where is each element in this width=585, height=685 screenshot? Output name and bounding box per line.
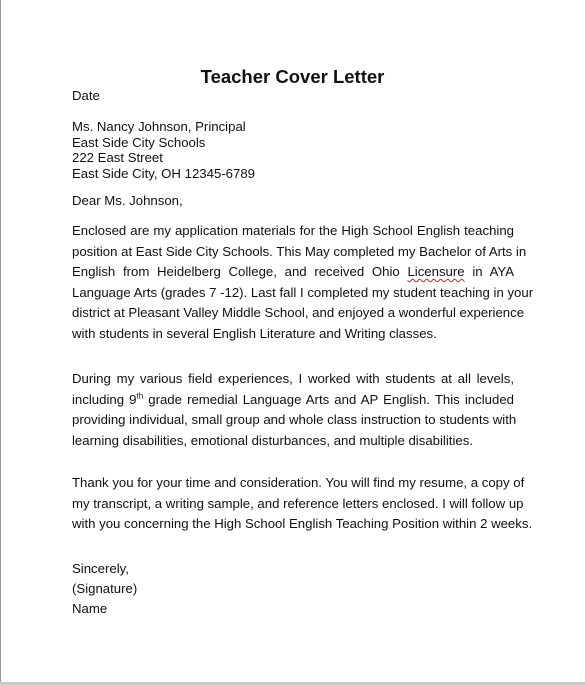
ordinal-suffix: th [136, 391, 144, 401]
body-paragraph-1 [72, 221, 534, 345]
paragraph-text: including 9 [72, 391, 137, 407]
paragraph-text: in AYA [464, 264, 514, 280]
paragraph-text: English from Heidelberg College, and received Ohio [72, 264, 408, 280]
paragraph-line: providing individual, small group and whole class instruction to students with [72, 412, 517, 428]
paragraph-line: district at Pleasant Valley Middle School, and enjoyed a wonderful experience [72, 305, 525, 321]
body-paragraph-2 [72, 369, 517, 451]
paragraph-line: Enclosed are my application materials for the High School English teaching [72, 223, 514, 238]
paragraph-line: Thank you for your time and consideration. You will find my resume, a copy of [72, 475, 525, 490]
paragraph-line: with you concerning the High School English Teaching Position within 2 weeks. [72, 516, 533, 532]
paragraph-line: During my various field experiences, I worked with students at all levels, [72, 371, 514, 386]
paragraph-line [72, 262, 514, 283]
page-left-border [0, 0, 1, 685]
salutation: Dear Ms. Johnson, [72, 193, 183, 208]
paragraph-line: position at East Side City Schools. This May completed my Bachelor of Arts in [72, 243, 527, 259]
spellcheck-flagged-word[interactable]: Licensure [407, 264, 465, 280]
paragraph-line: Language Arts (grades 7 -12). Last fall I completed my student teaching in your [72, 284, 534, 300]
paragraph-line: with students in several English Literature and Writing classes. [72, 325, 437, 341]
body-paragraph-3 [72, 473, 533, 535]
paragraph-line: learning disabilities, emotional disturbances, and multiple disabilities. [72, 432, 473, 448]
recipient-name: Ms. Nancy Johnson, Principal [72, 119, 246, 134]
page-title: Teacher Cover Letter [200, 66, 385, 87]
paragraph-line [72, 390, 514, 411]
recipient-city: East Side City, OH 12345-6789 [72, 165, 256, 181]
recipient-organization: East Side City Schools [72, 134, 206, 150]
closing-signature: (Signature) [72, 581, 138, 596]
paragraph-line: my transcript, a writing sample, and reference letters enclosed. I will follow up [72, 495, 524, 511]
paragraph-text: grade remedial Language Arts and AP English. This included [143, 391, 514, 407]
date-line: Date [72, 88, 100, 103]
recipient-street: 222 East Street [72, 150, 163, 165]
closing-valediction: Sincerely, [72, 561, 129, 576]
closing-name: Name [72, 601, 108, 616]
